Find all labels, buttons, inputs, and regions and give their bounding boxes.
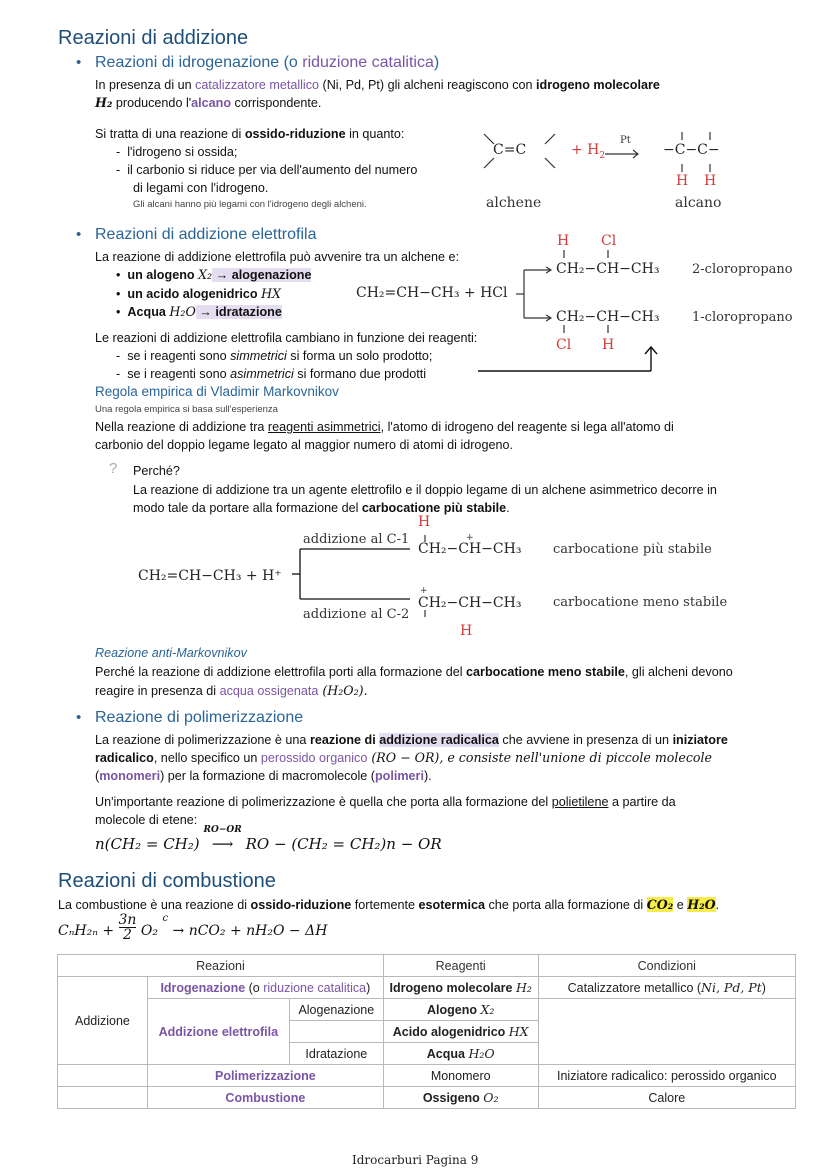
- cell-acido-alogenidrico: Acido alogenidrico HX: [383, 1021, 538, 1043]
- label-addizione-c1: addizione al C-1: [303, 532, 410, 547]
- table-header-row: [58, 955, 796, 977]
- cell-calore: Calore: [538, 1087, 795, 1109]
- header-reazioni: Reazioni: [58, 955, 384, 977]
- catalyst-pt: Pt: [620, 135, 631, 146]
- elet-intro: La reazione di addizione elettrofila può avvenire tra un alchene e:: [95, 250, 460, 264]
- table-row: [58, 999, 796, 1021]
- heading-polimerizzazione: Reazione di polimerizzazione: [95, 709, 304, 726]
- page-footer: Idrocarburi Pagina 9: [352, 1153, 479, 1167]
- charge-plus-2: +: [420, 586, 428, 596]
- elet-list-simmetrici: - se i reagenti sono simmetrici si forma un solo prodotto;: [116, 349, 433, 363]
- alkane-h-1: H: [676, 173, 689, 189]
- table-row: [58, 1065, 796, 1087]
- header-condizioni: Condizioni: [538, 955, 795, 977]
- product-1-cloropropano: CH₂−CH−CH₃: [556, 309, 660, 325]
- label-carbocatione-piu-stabile: carbocatione più stabile: [553, 542, 712, 557]
- cell-condizioni-empty: [538, 999, 795, 1065]
- elet-bullet-acido: • un acido alogenidrico HX: [116, 286, 282, 301]
- heading-idrogenazione: Reazioni di idrogenazione (o riduzione catalitica): [95, 54, 440, 71]
- cell-alogeno: Alogeno X₂: [383, 999, 538, 1021]
- cell-idrogenazione: Idrogenazione (o riduzione catalitica): [147, 977, 383, 999]
- hcl-top-h: H: [557, 233, 570, 249]
- idro-note: Gli alcani hanno più legami con l'idrogeno degli alcheni.: [133, 199, 367, 210]
- name-2-cloropropano: 2-cloropropano: [692, 262, 793, 277]
- cell-empty: [289, 1021, 383, 1043]
- markovnikov-reactants: CH₂=CH−CH₃ + H⁺: [138, 568, 282, 584]
- poli-line3: (monomeri) per la formazione di macromolecole (polimeri).: [95, 769, 432, 783]
- reactant-h2: + $H_2$: [571, 142, 606, 161]
- poli-polietilene-line2: molecole di etene:: [95, 813, 198, 827]
- section-title-combustione: Reazioni di combustione: [58, 870, 276, 892]
- header-reagenti: Reagenti: [383, 955, 538, 977]
- elet-reagenti-change: Le reazioni di addizione elettrofila cambiano in funzione dei reagenti:: [95, 331, 478, 345]
- markovnikov-answer-line1: La reazione di addizione tra un agente elettrofilo e il doppio legame di un alchene asimmetrico decorre in: [133, 483, 717, 497]
- heading-anti-markovnikov: Reazione anti-Markovnikov: [95, 646, 247, 660]
- bullet-dot: •: [76, 709, 82, 726]
- elet-bullet-acqua: • Acqua H₂O → idratazione: [116, 304, 282, 319]
- cell-alogenazione: Alogenazione: [289, 999, 383, 1021]
- poli-line1: La reazione di polimerizzazione è una reazione di addizione radicalica che avviene in presenza di un iniziatore: [95, 733, 728, 747]
- poli-line2: radicalico, nello specifico un perossido organico (RO − OR), e consiste nell'unione di piccole molecole: [95, 750, 712, 765]
- name-1-cloropropano: 1-cloropropano: [692, 310, 793, 325]
- cell-monomero: Monomero: [383, 1065, 538, 1087]
- idro-list-item-2: - il carbonio si riduce per via dell'aumento del numero: [116, 163, 418, 177]
- summary-table: [57, 954, 796, 1109]
- markovnikov-answer-line2: modo tale da portare alla formazione del carbocatione più stabile.: [133, 501, 510, 515]
- cell-acqua: Acqua H₂O: [383, 1043, 538, 1065]
- heading-markovnikov: Regola empirica di Vladimir Markovnikov: [95, 384, 339, 399]
- cell-empty: [58, 1065, 148, 1087]
- table-row: [58, 1087, 796, 1109]
- alkane-h-2: H: [704, 173, 717, 189]
- carbocation-bottom-h: H: [460, 623, 473, 639]
- cell-addizione: Addizione: [58, 977, 148, 1065]
- label-alchene: alchene: [486, 195, 542, 211]
- hcl-top-cl: Cl: [601, 233, 617, 249]
- cell-iniziatore: Iniziatore radicalico: perossido organico: [538, 1065, 795, 1087]
- markovnikov-subtitle: Una regola empirica si basa sull'esperienza: [95, 404, 278, 415]
- bullet-dot: •: [76, 226, 82, 243]
- question-icon: ?: [109, 460, 118, 477]
- hcl-reactants: CH₂=CH−CH₃ + HCl: [356, 285, 508, 301]
- idro-paragraph-line2: H₂ producendo l'alcano corrispondente.: [95, 95, 322, 110]
- carbocation-stable: CH₂−CH−CH₃: [418, 541, 522, 557]
- label-addizione-c2: addizione al C-2: [303, 607, 410, 622]
- section-title-addizione: Reazioni di addizione: [58, 27, 249, 49]
- idro-ossidoriduzione: Si tratta di una reazione di ossido-riduzione in quanto:: [95, 127, 405, 141]
- label-alcano: alcano: [675, 195, 722, 211]
- markovnikov-question: Perché?: [133, 464, 180, 478]
- cell-idratazione: Idratazione: [289, 1043, 383, 1065]
- idro-list-item-2-cont: di legami con l'idrogeno.: [133, 181, 269, 195]
- cell-polimerizzazione: Polimerizzazione: [147, 1065, 383, 1087]
- cell-combustione: Combustione: [147, 1087, 383, 1109]
- cell-addizione-elettrofila: Addizione elettrofila: [147, 999, 289, 1065]
- cell-catalizzatore: Catalizzatore metallico (Ni, Pd, Pt): [538, 977, 795, 999]
- product-alkane: −C−C−: [663, 142, 720, 158]
- poli-polietilene-line1: Un'importante reazione di polimerizzazione è quella che porta alla formazione del polietilene a partire da: [95, 795, 676, 809]
- hcl-bottom-cl: Cl: [556, 337, 572, 353]
- charge-plus-1: +: [466, 533, 474, 543]
- bullet-dot: •: [76, 54, 82, 71]
- heading-addizione-elettrofila: Reazioni di addizione elettrofila: [95, 226, 317, 243]
- anti-markovnikov-line1: Perché la reazione di addizione elettrofila porti alla formazione del carbocatione meno stabile, gli alcheni devono: [95, 665, 733, 679]
- product-2-cloropropano: CH₂−CH−CH₃: [556, 261, 660, 277]
- elet-list-asimmetrici: - se i reagenti sono asimmetrici si formano due prodotti: [116, 367, 427, 381]
- markovnikov-rule-line2: carbonio del doppio legame legato al maggior numero di atomi di idrogeno.: [95, 438, 513, 452]
- cell-ossigeno: Ossigeno O₂: [383, 1087, 538, 1109]
- combustione-paragraph: La combustione è una reazione di ossido-riduzione fortemente esotermica che porta alla formazione di CO₂ e H₂O.: [58, 897, 720, 912]
- idro-paragraph-line1: In presenza di un catalizzatore metallico (Ni, Pd, Pt) gli alcheni reagiscono con idrogeno molecolare: [95, 78, 660, 92]
- polyethylene-equation: n(CH₂ = CH₂) RO−OR ⟶ RO − (CH₂ = CH₂)n − OR: [95, 825, 442, 853]
- reactant-alkene: C=C: [493, 142, 527, 158]
- anti-markovnikov-line2: reagire in presenza di acqua ossigenata (H₂O₂).: [95, 683, 368, 698]
- table-row: [58, 977, 796, 999]
- markovnikov-rule-line1: Nella reazione di addizione tra reagenti asimmetrici, l'atomo di idrogeno del reagente si lega all'atomo di: [95, 420, 674, 434]
- carbocation-top-h: H: [418, 514, 431, 530]
- cell-idrogeno-molecolare: Idrogeno molecolare H₂: [383, 977, 538, 999]
- cell-empty: [58, 1087, 148, 1109]
- label-carbocatione-meno-stabile: carbocatione meno stabile: [553, 595, 728, 610]
- combustion-equation: CₙH₂ₙ + $\frac{3n}{2}$ O₂ c → nCO₂ + nH₂O − ΔH: [58, 912, 328, 943]
- idro-list-item-1: - l'idrogeno si ossida;: [116, 145, 238, 159]
- elet-bullet-alogeno: • un alogeno X₂ → alogenazione: [116, 267, 312, 282]
- carbocation-unstable: CH₂−CH−CH₃: [418, 595, 522, 611]
- hcl-bottom-h: H: [602, 337, 615, 353]
